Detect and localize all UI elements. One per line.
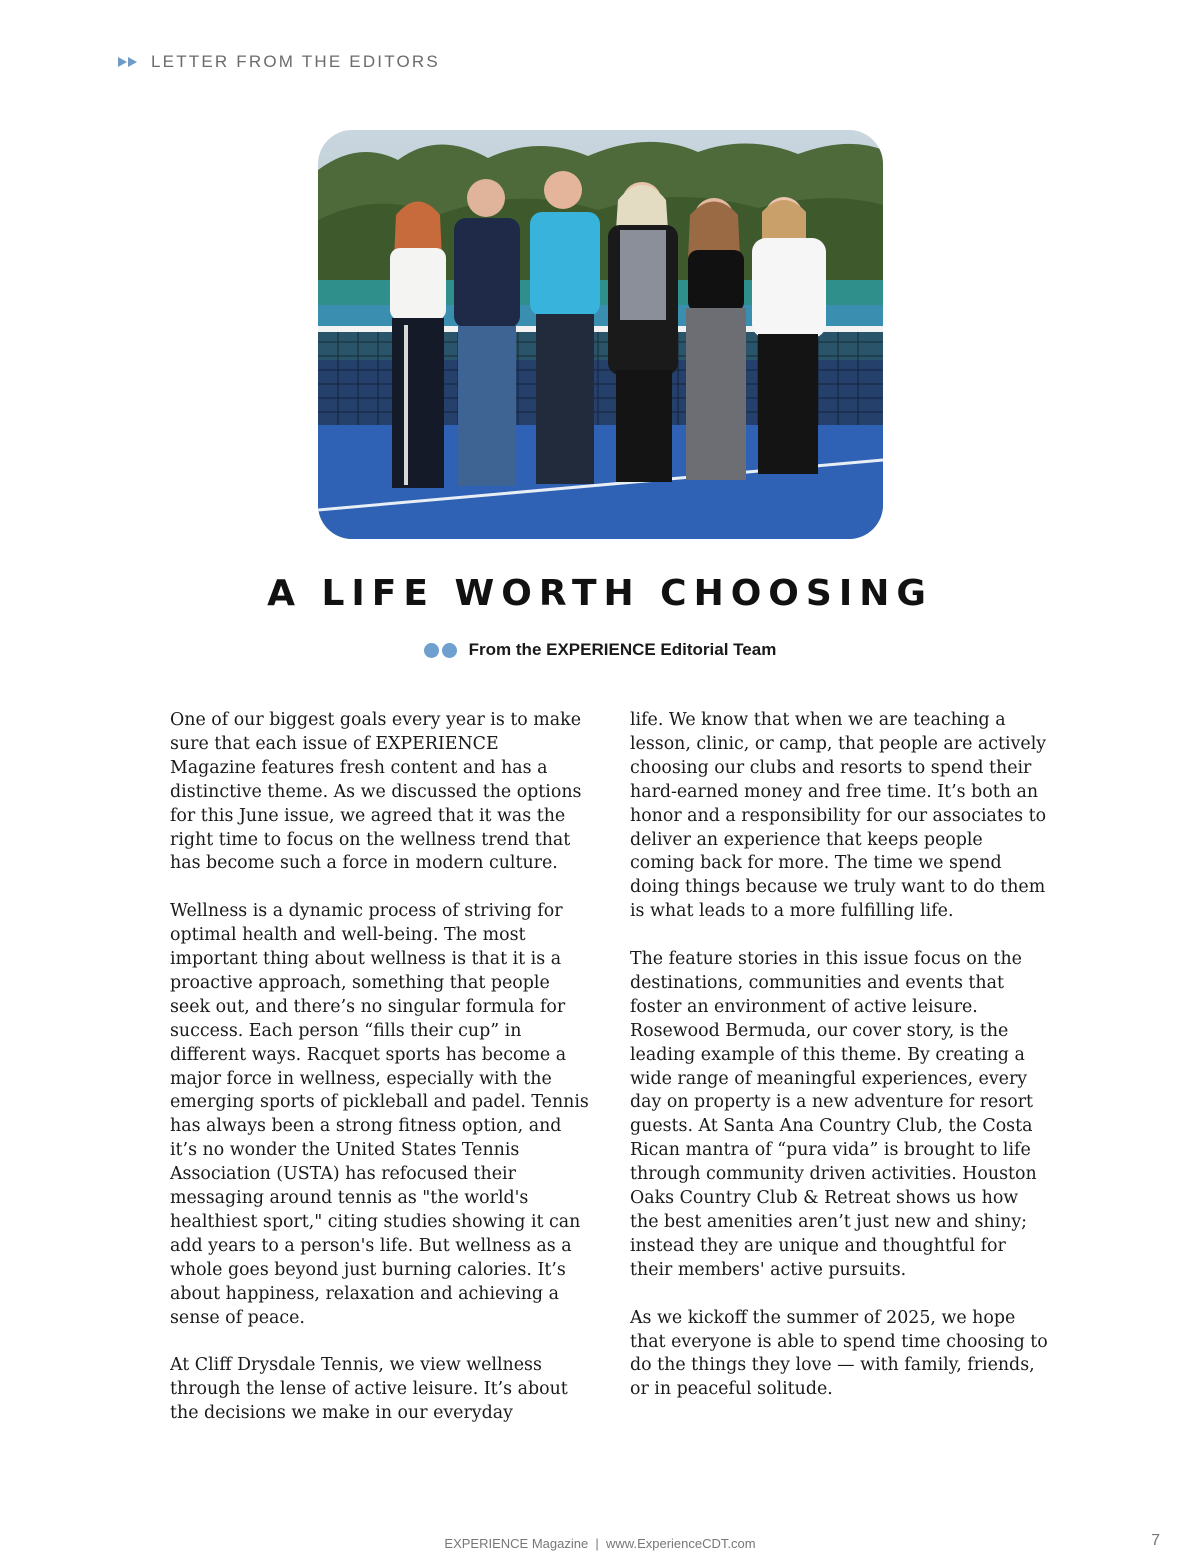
team-photo (318, 130, 883, 539)
paragraph: Wellness is a dynamic process of striving for optimal health and well-being. The most important thing about wellness is that it is a proactive approach, something that people seek out, and there’s no singular formula for success. Each person “fills their cup” in different ways. Racquet sports has become a major force in wellness, especially with the emerging sports of pickleball and padel. Tennis has always been a strong fitness option, and it’s no wonder the United States Tennis Association (USTA) has refocused their messaging around tennis as "the world's healthiest sport," citing studies showing it can add years to a person's life. But wellness as a whole goes beyond just burning calories. It’s about happiness, relaxation and achieving a sense of peace. (170, 901, 589, 1328)
paragraph: As we kickoff the summer of 2025, we hope that everyone is able to spend time choosing to do the things they love — with family, friends, or in peaceful solitude. (630, 1307, 1048, 1400)
article-column-left (170, 709, 590, 1450)
paragraph: One of our biggest goals every year is to make sure that each issue of EXPERIENCE Magazine features fresh content and has a distinctive theme. As we discussed the options for this June issue, we agreed that it was the right time to focus on the wellness trend that has become such a force in modern culture. (170, 710, 582, 874)
byline-text: From the EXPERIENCE Editorial Team (468, 640, 777, 659)
section-label (118, 52, 440, 72)
footer-publication: EXPERIENCE Magazine | www.ExperienceCDT.com (444, 1536, 756, 1551)
article-title: A LIFE WORTH CHOOSING (267, 573, 933, 614)
byline (0, 640, 1200, 660)
page-number: 7 (1151, 1532, 1160, 1549)
paragraph: The feature stories in this issue focus on the destinations, communities and events that foster an environment of active leisure. Rosewood Bermuda, our cover story, is the leading example of this theme. By creating a wide range of meaningful experiences, every day on property is a new adventure for resort guests. At Santa Ana Country Club, the Costa Rican mantra of “pura vida” is brought to life through community driven activities. Houston Oaks Country Club & Retreat shows us how the best amenities aren’t just new and shiny; instead they are unique and thoughtful for their members' active pursuits. (630, 949, 1037, 1280)
paragraph: life. We know that when we are teaching a lesson, clinic, or camp, that people are actively choosing our clubs and resorts to spend their hard-earned money and free time. It’s both an honor and a responsibility for our associates to deliver an experience that keeps people coming back for more. The time we spend doing things because we truly want to do them is what leads to a more fulfilling life. (630, 710, 1047, 922)
section-label-text: LETTER FROM THE EDITORS (151, 52, 440, 71)
double-arrow-icon (118, 57, 137, 67)
byline-dots-icon (424, 643, 457, 658)
paragraph: At Cliff Drysdale Tennis, we view wellness through the lense of active leisure. It’s about the decisions we make in our everyday (170, 1355, 568, 1424)
article-column-right (630, 709, 1050, 1426)
